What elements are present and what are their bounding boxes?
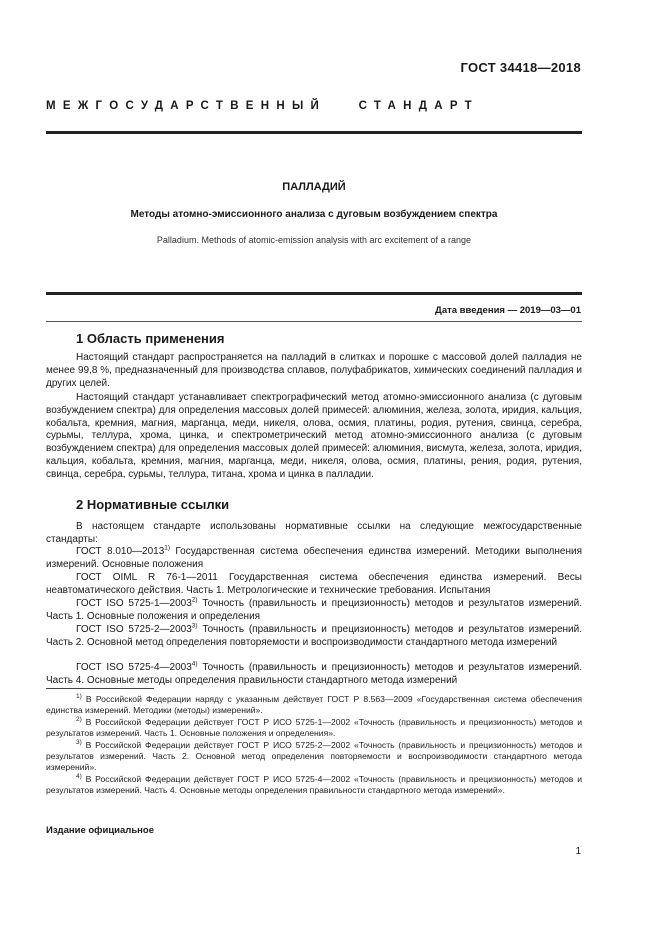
interstate-standard-heading: МЕЖГОСУДАРСТВЕННЫЙ СТАНДАРТ — [46, 100, 479, 112]
official-edition-label: Издание официальное — [46, 825, 154, 836]
reference-text: Государственная система обеспечения единства измерений. Весы неавтоматического действия. Часть 1. Метрологические и технические требования. Испытания — [46, 572, 582, 596]
reference-code: ГОСТ ISO 5725-1—2003 — [76, 598, 192, 609]
footnote — [46, 694, 582, 716]
document-subtitle-en: Palladium. Methods of atomic-emission analysis with arc excitement of a range — [156, 235, 472, 245]
reference-code: ГОСТ 8.010—2013 — [76, 546, 165, 557]
reference-item — [46, 546, 582, 572]
reference-item — [46, 572, 582, 598]
reference-text: Точность (правильность и прецизионность) методов и результатов измерений. Часть 2. Основной метод определения повторяемости и воспроизводимости стандартного метода измерений — [46, 624, 583, 648]
footnote-text: В Российской Федерации действует ГОСТ Р ИСО 5725-1—2002 «Точность (правильность и прецизионность) методов и результатов измерений. Часть 1. Основные положения и определения». — [46, 717, 582, 739]
footnote-text: В Российской Федерации действует ГОСТ Р ИСО 5725-2—2002 «Точность (правильность и прецизионность) методов и результатов измерений. Часть 2. Основной метод определения повторяемости и воспроизводимости стандартного метода измерений». — [46, 740, 582, 773]
title-rule — [46, 292, 582, 295]
footnote-mark: 3) — [76, 739, 82, 747]
footnote-text: В Российской Федерации действует ГОСТ Р ИСО 5725-4—2002 «Точность (правильность и прецизионность) методов и результатов измерений. Часть 4. Основные методы определения правильности стандартного метода измерений». — [46, 774, 582, 796]
reference-text: Точность (правильность и прецизионность) методов и результатов измерений. Часть 4. Основные методы определения правильности стандартного метода измерений — [46, 662, 583, 686]
footnote-mark: 4) — [191, 660, 198, 668]
document-title: ПАЛЛАДИЙ — [282, 181, 346, 193]
date-rule — [46, 321, 582, 322]
introduction-date: Дата введения — 2019—03—01 — [435, 305, 581, 316]
document-code: ГОСТ 34418—2018 — [460, 60, 581, 75]
section-1-title: 1 Область применения — [76, 331, 225, 346]
footnote-text: В Российской Федерации наряду с указанным действует ГОСТ Р 8.563—2009 «Государственная система обеспечения единства измерений. Методики (методы) измерений». — [46, 694, 582, 716]
footnote — [46, 740, 582, 774]
reference-item — [46, 598, 582, 624]
reference-code: ГОСТ ISO 5725-2—2003 — [76, 624, 192, 635]
footnote-mark: 2) — [191, 596, 198, 604]
footnote — [46, 717, 582, 739]
section-1-paragraph-2: Настоящий стандарт устанавливает спектрографический метод атомно-эмиссионного анализа (с дуговым возбуждением спектра) для определения массовых долей примесей: алюминия, железа, золота, иридия, кальция, кобальта, кремния, магния, марганца, меди, никеля, олова, осмия, платины, родия, рутения, свинца, серебра, сурьмы, теллура, хрома, цинка, и спектрометрический метод атомно-эмиссионного анализа (с дуговым возбуждением спектра) для определения массовых долей примесей: алюминия, висмута, железа, золота, иридия, кальция, кобальта, кремния, магния, марганца, меди, никеля, олова, осмия, платины, рения, родия, рутения, свинца, серебра, сурьмы, теллура, титана, хрома и цинка в палладии. — [46, 392, 582, 480]
header-rule — [46, 131, 582, 134]
reference-item — [46, 624, 582, 650]
section-2-title: 2 Нормативные ссылки — [76, 497, 230, 512]
footnote-mark: 2) — [76, 716, 82, 724]
reference-item — [46, 662, 582, 688]
section-2-intro: В настоящем стандарте использованы нормативные ссылки на следующие межгосударственные стандарты: — [46, 521, 582, 545]
section-1-paragraph-1: Настоящий стандарт распространяется на палладий в слитках и порошке с массовой долей палладия не менее 99,8 %, предназначенный для производства сплавов, полуфабрикатов, химических соединений палладия и других целей. — [46, 352, 582, 389]
footnote-mark: 4) — [76, 773, 82, 781]
reference-text: Государственная система обеспечения единства измерений. Методики выполнения измерений. Основные положения — [46, 546, 582, 570]
footnote-mark: 3) — [191, 622, 198, 630]
page-number: 1 — [575, 846, 581, 857]
footnote-mark: 1) — [76, 693, 82, 701]
footnote-mark: 1) — [164, 544, 171, 552]
reference-code: ГОСТ ISO 5725-4—2003 — [76, 662, 192, 673]
document-subtitle-ru: Методы атомно-эмиссионного анализа с дуговым возбуждением спектра — [130, 209, 498, 220]
footnote-separator — [46, 688, 154, 689]
footnote — [46, 774, 582, 796]
reference-code: ГОСТ OIML R 76-1—2011 — [76, 572, 218, 583]
reference-text: Точность (правильность и прецизионность) методов и результатов измерений. Часть 1. Основные положения и определения — [46, 598, 583, 622]
